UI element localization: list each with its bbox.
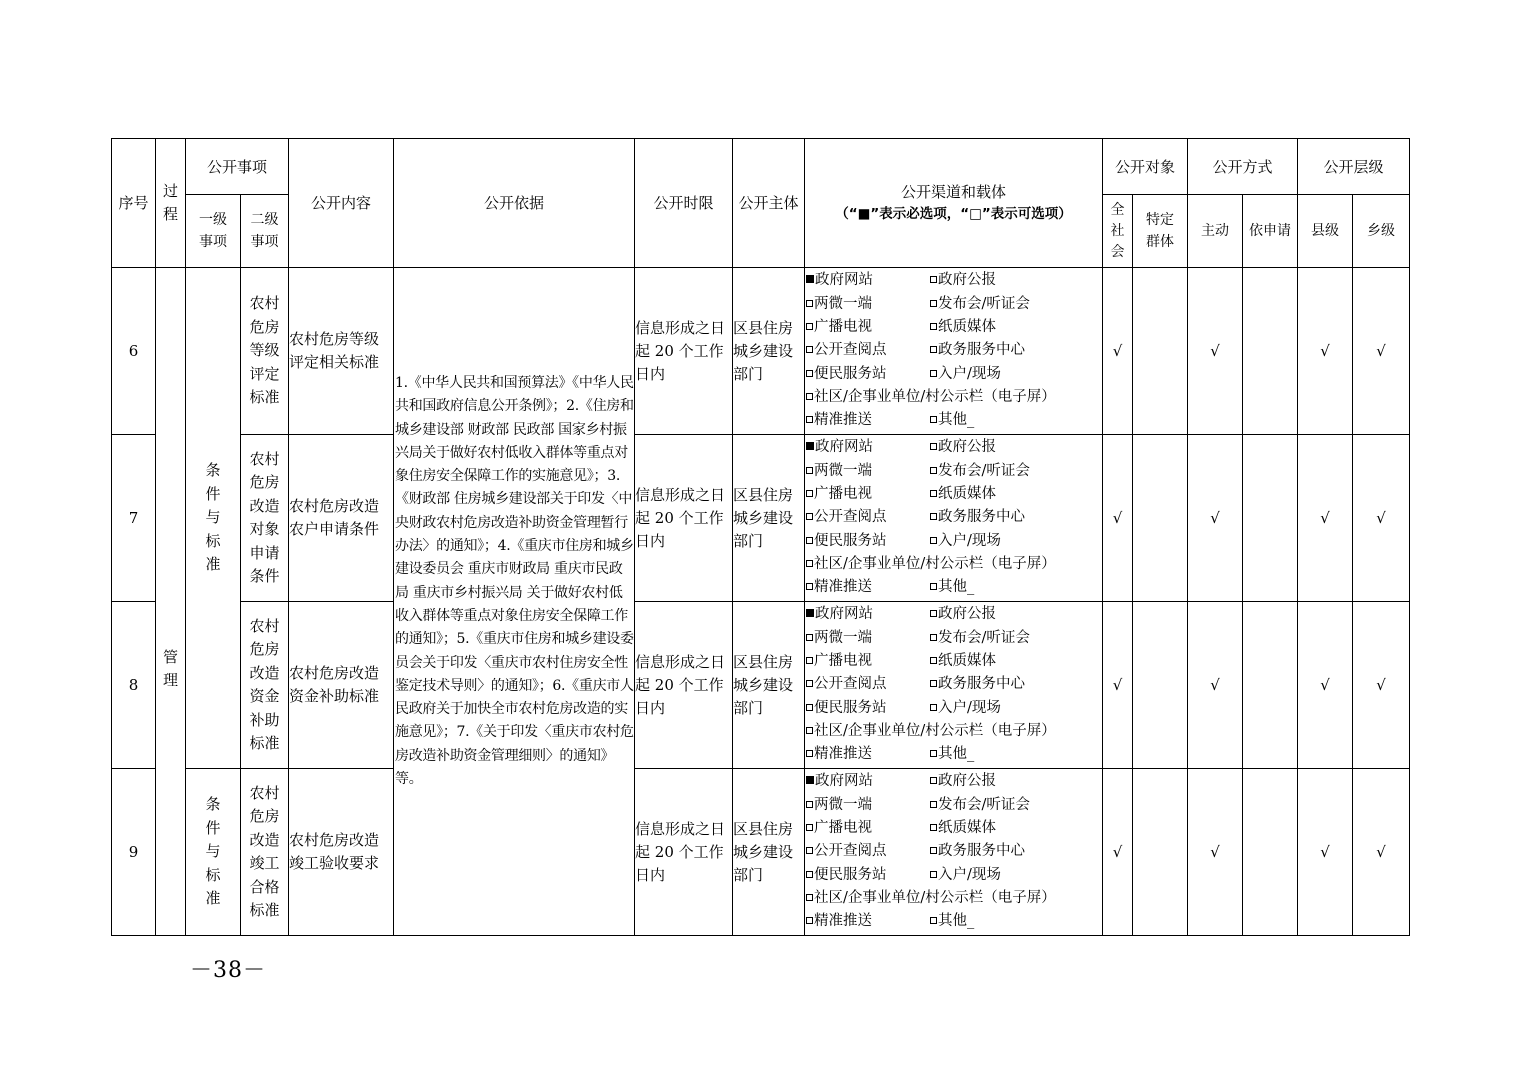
deadline-cell: 信息形成之日起 20 个工作日内 <box>635 268 733 435</box>
empty-square-icon <box>806 513 813 520</box>
empty-square-icon <box>806 634 813 641</box>
level2-cell: 农村危房改造对象申请条件 <box>241 435 289 602</box>
deadline-cell: 信息形成之日起 20 个工作日内 <box>635 769 733 936</box>
header-target: 公开对象 <box>1103 139 1188 195</box>
disclosure-table <box>111 138 1410 936</box>
channel-cell: 政府网站 政府公报 两微一端 发布会/听证会 广播电视 纸质媒体 公开查阅点 政务服务中心 便民服务站 入户/现场 社区/企事业单位/村公示栏（电子屏） 精准推送 其他_ <box>805 602 1103 769</box>
check-mark: √ <box>1188 435 1243 602</box>
check-mark: √ <box>1188 769 1243 936</box>
empty-square-icon <box>806 750 813 757</box>
subject-cell: 区县住房城乡建设部门 <box>733 268 805 435</box>
row-seq: 9 <box>112 769 156 936</box>
header-basis: 公开依据 <box>394 139 635 268</box>
empty-square-icon <box>930 513 937 520</box>
empty-square-icon <box>930 370 937 377</box>
subject-cell: 区县住房城乡建设部门 <box>733 769 805 936</box>
header-level-town: 乡级 <box>1353 195 1410 268</box>
channel-cell: 政府网站 政府公报 两微一端 发布会/听证会 广播电视 纸质媒体 公开查阅点 政务服务中心 便民服务站 入户/现场 社区/企事业单位/村公示栏（电子屏） 精准推送 其他_ <box>805 769 1103 936</box>
header-level1: 一级事项 <box>186 195 241 268</box>
check-mark: √ <box>1103 435 1133 602</box>
empty-square-icon <box>806 917 813 924</box>
table-row <box>112 435 1410 602</box>
header-method-active: 主动 <box>1188 195 1243 268</box>
empty-square-icon <box>806 490 813 497</box>
empty-square-icon <box>806 704 813 711</box>
empty-cell <box>1243 268 1298 435</box>
empty-square-icon <box>806 300 813 307</box>
header-deadline: 公开时限 <box>635 139 733 268</box>
filled-square-icon <box>806 275 814 283</box>
row-seq: 7 <box>112 435 156 602</box>
level2-cell: 农村危房改造资金补助标准 <box>241 602 289 769</box>
header-method: 公开方式 <box>1188 139 1298 195</box>
empty-square-icon <box>930 750 937 757</box>
check-mark: √ <box>1353 435 1410 602</box>
filled-square-icon <box>806 776 814 784</box>
empty-cell <box>1133 435 1188 602</box>
empty-cell <box>1133 268 1188 435</box>
header-seq: 序号 <box>112 139 156 268</box>
row-seq: 8 <box>112 602 156 769</box>
empty-square-icon <box>930 467 937 474</box>
check-mark: √ <box>1298 602 1353 769</box>
empty-square-icon <box>930 777 937 784</box>
check-mark: √ <box>1298 268 1353 435</box>
empty-square-icon <box>930 871 937 878</box>
empty-square-icon <box>806 560 813 567</box>
empty-square-icon <box>930 490 937 497</box>
empty-cell <box>1243 602 1298 769</box>
empty-square-icon <box>930 583 937 590</box>
header-items: 公开事项 <box>186 139 289 195</box>
level1-cell: 条件与标准 <box>186 769 241 936</box>
check-mark: √ <box>1353 769 1410 936</box>
empty-square-icon <box>806 657 813 664</box>
page-number: －38－ <box>190 958 266 983</box>
content-cell: 农村危房改造农户申请条件 <box>289 435 394 602</box>
check-mark: √ <box>1103 769 1133 936</box>
header-subject: 公开主体 <box>733 139 805 268</box>
deadline-cell: 信息形成之日起 20 个工作日内 <box>635 602 733 769</box>
empty-square-icon <box>930 801 937 808</box>
level1-cell: 条件与标准 <box>186 268 241 769</box>
empty-square-icon <box>930 276 937 283</box>
empty-square-icon <box>806 416 813 423</box>
empty-square-icon <box>806 824 813 831</box>
check-mark: √ <box>1103 602 1133 769</box>
channel-cell: 政府网站 政府公报 两微一端 发布会/听证会 广播电视 纸质媒体 公开查阅点 政务服务中心 便民服务站 入户/现场 社区/企事业单位/村公示栏（电子屏） 精准推送 其他_ <box>805 268 1103 435</box>
deadline-cell: 信息形成之日起 20 个工作日内 <box>635 435 733 602</box>
header-channel <box>805 139 1103 268</box>
empty-square-icon <box>930 704 937 711</box>
empty-square-icon <box>806 537 813 544</box>
empty-square-icon <box>806 801 813 808</box>
filled-square-icon <box>806 609 814 617</box>
empty-square-icon <box>806 871 813 878</box>
empty-square-icon <box>930 917 937 924</box>
header-target-all: 全社会 <box>1103 195 1133 268</box>
filled-square-icon <box>806 442 814 450</box>
content-cell: 农村危房等级评定相关标准 <box>289 268 394 435</box>
empty-square-icon <box>806 346 813 353</box>
channel-cell: 政府网站 政府公报 两微一端 发布会/听证会 广播电视 纸质媒体 公开查阅点 政务服务中心 便民服务站 入户/现场 社区/企事业单位/村公示栏（电子屏） 精准推送 其他_ <box>805 435 1103 602</box>
subject-cell: 区县住房城乡建设部门 <box>733 602 805 769</box>
empty-square-icon <box>930 634 937 641</box>
header-channel-title: 公开渠道和载体 <box>901 183 1007 201</box>
level2-cell: 农村危房等级评定标准 <box>241 268 289 435</box>
empty-square-icon <box>806 894 813 901</box>
row-seq: 6 <box>112 268 156 435</box>
content-cell: 农村危房改造资金补助标准 <box>289 602 394 769</box>
empty-square-icon <box>930 416 937 423</box>
check-mark: √ <box>1188 268 1243 435</box>
empty-square-icon <box>930 323 937 330</box>
check-mark: √ <box>1298 769 1353 936</box>
empty-cell <box>1243 435 1298 602</box>
empty-square-icon <box>930 537 937 544</box>
empty-square-icon <box>930 824 937 831</box>
empty-square-icon <box>806 393 813 400</box>
header-level2: 二级事项 <box>241 195 289 268</box>
header-content: 公开内容 <box>289 139 394 268</box>
empty-square-icon <box>806 847 813 854</box>
process-cell: 管理 <box>156 268 186 936</box>
check-mark: √ <box>1353 268 1410 435</box>
header-level-county: 县级 <box>1298 195 1353 268</box>
empty-square-icon <box>930 680 937 687</box>
empty-square-icon <box>806 583 813 590</box>
empty-square-icon <box>930 610 937 617</box>
empty-cell <box>1133 602 1188 769</box>
table-row <box>112 769 1410 936</box>
check-mark: √ <box>1103 268 1133 435</box>
header-process: 过程 <box>156 139 186 268</box>
empty-square-icon <box>930 443 937 450</box>
empty-square-icon <box>806 727 813 734</box>
check-mark: √ <box>1353 602 1410 769</box>
empty-square-icon <box>930 847 937 854</box>
empty-cell <box>1243 769 1298 936</box>
header-method-apply: 依申请 <box>1243 195 1298 268</box>
subject-cell: 区县住房城乡建设部门 <box>733 435 805 602</box>
empty-cell <box>1133 769 1188 936</box>
empty-square-icon <box>806 680 813 687</box>
empty-square-icon <box>930 346 937 353</box>
basis-cell: 1.《中华人民共和国预算法》《中华人民共和国政府信息公开条例》；2.《住房和城乡建设部 财政部 民政部 国家乡村振兴局关于做好农村低收入群体等重点对象住房安全保障工作的实施意见》；3.《财政部 住房城乡建设部关于印发〈中央财政农村危房改造补助资金管理暂行办法〉的通知》；4.《重庆市住房和城乡建设委员会 重庆市财政局 重庆市民政局 重庆市乡村振兴局 关于做好农村低收入群体等重点对象住房安全保障工作的通知》；5.《重庆市住房和城乡建设委员会关于印发〈重庆市农村住房安全性鉴定技术导则〉的通知》；6.《重庆市人民政府关于加快全市农村危房改造的实施意见》；7.《关于印发〈重庆市农村危房改造补助资金管理细则〉的通知》等。 <box>394 268 635 936</box>
header-level: 公开层级 <box>1298 139 1410 195</box>
table-row <box>112 602 1410 769</box>
empty-square-icon <box>806 370 813 377</box>
header-target-specific: 特定群体 <box>1133 195 1188 268</box>
check-mark: √ <box>1298 435 1353 602</box>
header-channel-note: （“■”表示必选项，“□”表示可选项） <box>835 206 1072 222</box>
table-row <box>112 268 1410 435</box>
empty-square-icon <box>806 323 813 330</box>
content-cell: 农村危房改造竣工验收要求 <box>289 769 394 936</box>
level2-cell: 农村危房改造竣工合格标准 <box>241 769 289 936</box>
empty-square-icon <box>930 300 937 307</box>
empty-square-icon <box>930 657 937 664</box>
check-mark: √ <box>1188 602 1243 769</box>
empty-square-icon <box>806 467 813 474</box>
